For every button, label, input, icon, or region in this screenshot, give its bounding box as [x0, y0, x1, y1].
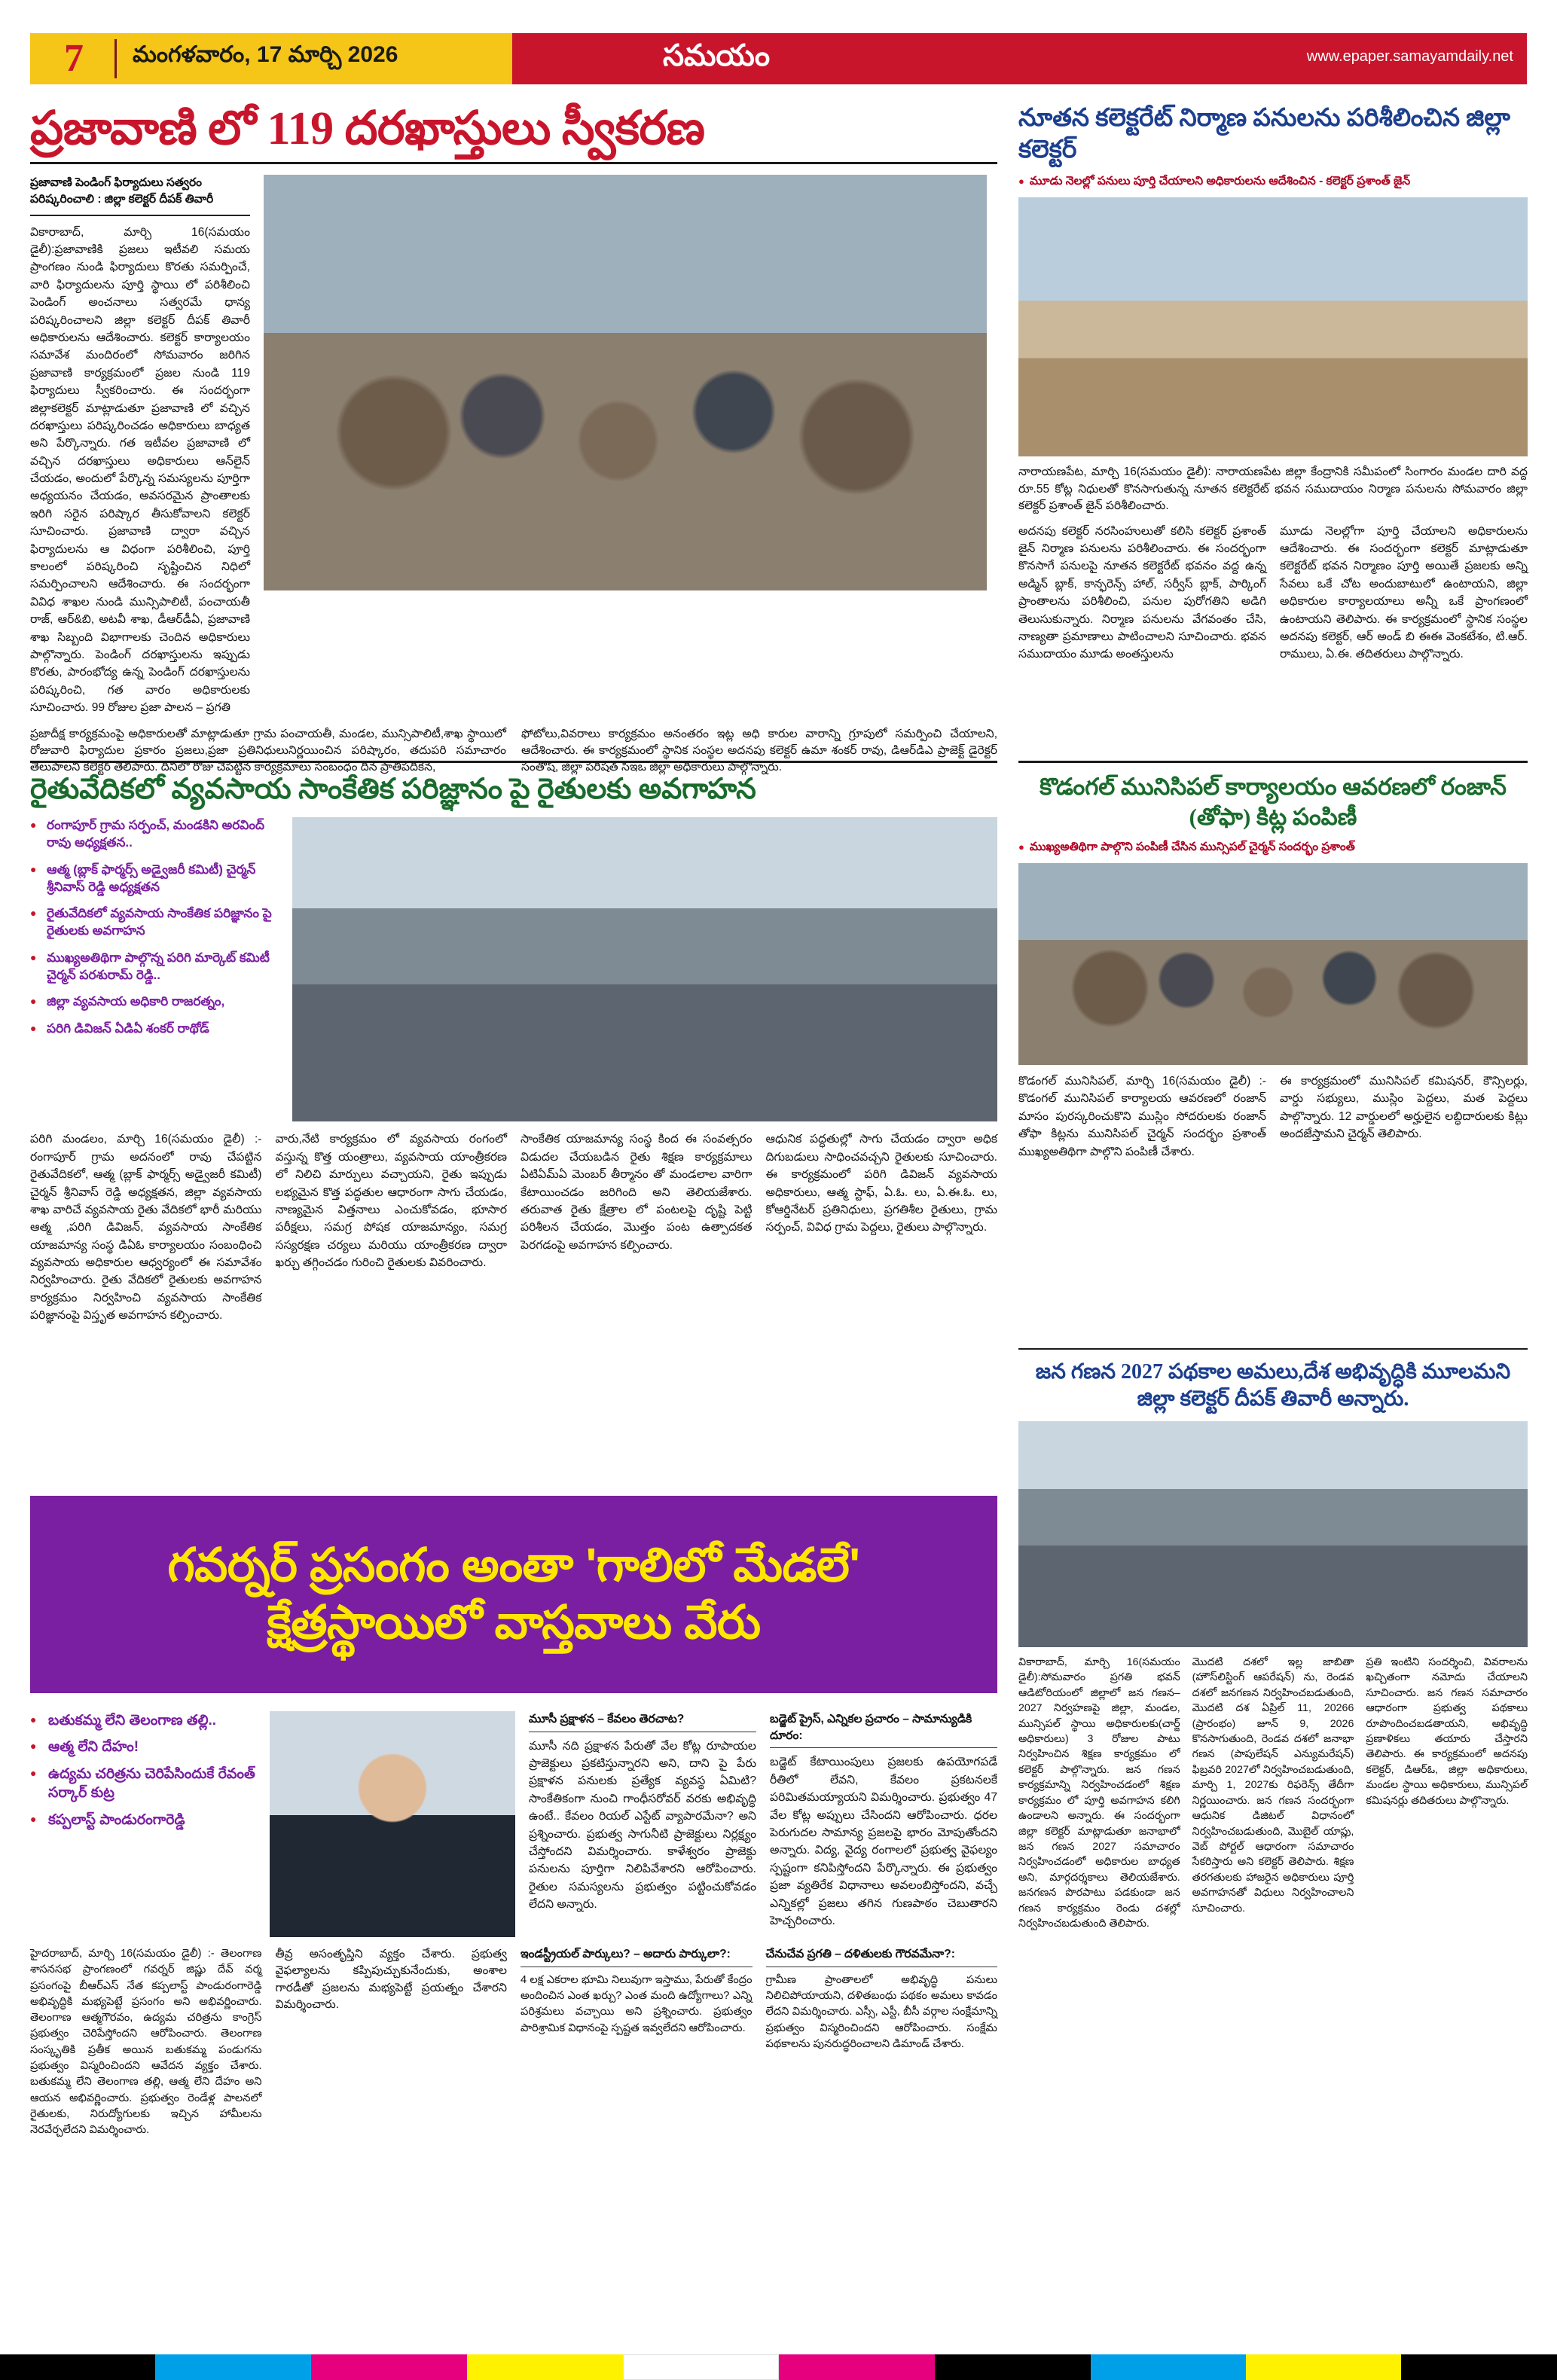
- cmyk-swatch: [779, 2354, 935, 2380]
- article-governor-col4: బడ్జెట్ కేటాయింపులు ప్రజలకు ఉపయోగపడే రీతిలో లేవని, కేవలం ప్రకటనలకే పరిమితమయ్యాయని విమర్శించారు. ప్రభుత్వం 47 వేల కోట్ల అప్పులు చేసిందని ఆరోపించారు. ధరల పెరుగుదల సామాన్య ప్రజలపై భారం మోపుతోందని అన్నారు. విద్య, వైద్య రంగాలలో ప్రభుత్వ వైఫల్యం స్పష్టంగా కనిపిస్తోందని పేర్కొన్నారు. ఈ ప్రభుత్వం ప్రజా వ్యతిరేక విధానాలు అవలంబిస్తోందని, వచ్చే ఎన్నికల్లో ప్రజలు తగిన గుణపాఠం చెబుతారని హెచ్చరించారు.: [770, 1756, 997, 1927]
- banner-line-2: క్షేత్రస్థాయిలో వాస్తవాలు వేరు: [267, 1597, 761, 1649]
- article-farmers-bullet-list: [30, 817, 279, 1121]
- banner-line-1: గవర్నర్ ప్రసంగం అంతా 'గాలిలో మేడలే': [167, 1539, 860, 1592]
- list-item: ● రైతువేదికలో వ్యవసాయ సాంకేతిక పరిజ్ఞానం పై రైతులకు అవగాహన: [30, 905, 279, 940]
- article-prajavani-headline: ప్రజావాణి లో 119 దరఖాస్తులు స్వీకరణ: [30, 103, 705, 154]
- article-prajavani: [30, 102, 997, 777]
- article-governor-bullet-list: [30, 1711, 256, 1937]
- masthead-date: మంగళవారం, 17 మార్చి 2026: [133, 42, 398, 67]
- article-prajavani-subhead: ప్రజావాణి పెండింగ్ ఫిర్యాదులు సత్వరం పరిష్కరించాలి : జిల్లా కలెక్టర్ దీపక్ తివారీ: [30, 175, 250, 216]
- article-farmers-col2: వారు,నేటి కార్యక్రమం లో వ్యవసాయ రంగంలో వస్తున్న కొత్త యంత్రాలు, వ్యవసాయ యాంత్రీకరణ లో నిలిచి మార్పులు వచ్చాయని, రైతు ఇప్పుడు లభ్యమైన కొత్త పద్ధతుల ఆధారంగా సాగు చేయడం, నాణ్యమైన విత్తనాలు ఎంచుకోవడం, భూసార పరీక్షలు, సమగ్ర పోషక యాజమాన్యం, సమగ్ర సస్యరక్షణ చర్యలు మరియు యాంత్రీకరణ ద్వారా ఖర్చు తగ్గించడం గురించి రైతులకు వివరించారు.: [275, 1133, 507, 1270]
- article-governor-col2: మూసీ నది ప్రక్షాళన పేరుతో వేల కోట్ల రూపాయల ప్రాజెక్టులు ప్రకటిస్తున్నారని అని, దాని పై పేరు ప్రక్షాళన పనులకు ప్రత్యేక వ్యవస్థ ఏమిటి? సాంకేతికంగా నుంచి గాంధీసరోవర్ వరకు అభివృద్ధి ఉంటే.. కేవలం రియల్ ఎస్టేట్ వ్యాపారమేనా? అని ప్రశ్నించారు. ప్రభుత్వ సాగునీటి ప్రాజెక్టులు నిర్లక్ష్యం చేస్తోందని విమర్శించారు. కాళేశ్వరం ప్రాజెక్టు పనులను పూర్తిగా నిలిపివేశారని ఆరోపించారు. రైతుల సమస్యలను ప్రభుత్వం పట్టించుకోవడం లేదని అన్నారు.: [529, 1739, 756, 1912]
- masthead: [0, 0, 1557, 96]
- cmyk-swatch: [311, 2354, 467, 2380]
- article-farmers-col4: ఆధునిక పద్ధతుల్లో సాగు చేయడం ద్వారా అధిక దిగుబడులు సాధించవచ్చని రైతులకు సూచించారు. ఈ కార్యక్రమంలో పరిగి డివిజన్ వ్యవసాయ అధికారులు, ఆత్మ స్టాఫ్, ఏ.ఓ. లు, ఏ.ఈ.ఓ. లు, కోఆర్డినేటర్ ప్రతినిధులు, ప్రగతిశీల రైతులు, గ్రామ సర్పంచ్, వివిధ గ్రామ పెద్దలు, రైతులు పాల్గొన్నారు.: [765, 1133, 997, 1234]
- masthead-paper-title: సమయం: [663, 39, 771, 72]
- article-prajavani-caption-left: ప్రజాదీక్ష కార్యక్రమంపై అధికారులతో మాట్లాడుతూ గ్రామ పంచాయతీ, మండల, మున్సిపాలిటీ,శాఖ స్థాయిలో రోజువారి ఫిర్యాదుల ప్రకారం ప్రజలు,ప్రజా ప్రతినిధులునిర్ణయించిన పరిష్కారం, తదుపరి సమాచారం తెలుపాలని కలెక్టర్ తెలిపారు. దీనిలో రోజు చేపట్టిన కార్యక్రమాలు సంబంధం దిన ప్రాతిపదికన,: [30, 727, 506, 774]
- list-item: ● ఆత్మ (బ్లాక్ ఫార్మర్స్ అడ్వైజరీ కమిటీ) చైర్మన్ శ్రీనివాస్ రెడ్డి అధ్యక్షతన: [30, 862, 279, 896]
- article-collectorate-caption: నారాయణపేట, మార్చి 16(సమయం డైలీ): నారాయణపేట జిల్లా కేంద్రానికి సమీపంలో సింగారం మండల దారి వద్ద రూ.55 కోట్ల నిధులతో కొనసాగుతున్న నూతన కలెక్టరేట్ భవన సముదాయం నిర్మాణ పనులను సోమవారం జిల్లా కలెక్టర్ ప్రశాంత్ జైన్ పరిశీలించారు.: [1018, 465, 1528, 513]
- article-collectorate: [1018, 102, 1528, 664]
- page-number: 7: [64, 37, 84, 80]
- list-item: ● ముఖ్యఅతిథిగా పాల్గొన్న పరిగి మార్కెట్ కమిటీ చైర్మన్ పరశురామ్ రెడ్డి..: [30, 950, 279, 984]
- article-governor: [30, 1711, 997, 2139]
- article-governor-col3-sub: ఇండస్ట్రీయల్ పార్కులు? – అదారు పార్కులా?:: [521, 1946, 753, 1967]
- list-item: ● రంగాపూర్ గ్రామ సర్పంచ్, మండకిని అరవింద్ రావు అధ్యక్షతన..: [30, 817, 279, 852]
- cmyk-swatch: [1091, 2354, 1246, 2380]
- article-farmers-col1: పరిగి మండలం, మార్చి 16(సమయం డైలీ) :- రంగాపూర్ గ్రామ అదనంలో రావు చేపట్టిన రైతువేదికలో, ఆత్మ (బ్లాక్ ఫార్మర్స్ అడ్వైజరీ కమిటీ) చైర్మన్ శ్రీనివాస్ రెడ్డి అధ్యక్షతన, జిల్లా వ్యవసాయ శాఖ వారిచే వ్యవసాయ రైతు వేదికలో భారీ మరియు ఆత్మ ,పరిగి డివిజన్, వ్యవసాయ సాంకేతిక యాజమాన్య సంస్థ డిఏఓ కార్యాలయం సంబంధించి వ్యవసాయ అధికారుల ఆధ్వర్యంలో ఈ సమావేశం నిర్వహించారు. రైతు వేదికలో రైతులకు అవగాహన కార్యక్రమం నిర్వహించి వ్యవసాయ సాంకేతిక పరిజ్ఞానంపై విస్తృత అవగాహన కల్పించారు.: [30, 1133, 262, 1323]
- article-census-col1: వికారాబాద్, మార్చి 16(సమయం డైలీ):సోమవారం ప్రగతి భవన్ ఆడిటోరియంలో జిల్లాలో జన గణన–2027 నిర్వహణపై జిల్లా, మండల, మున్సిపల్ స్థాయి అధికారులకు(చార్జ్ అధికారులు) 3 రోజుల పాటు నిర్వహించిన శిక్షణ కార్యక్రమం లో కలెక్టర్ పాల్గొన్నారు. జన గణన కార్యక్రమాన్ని నిర్వహించడంలో శిక్షణ కార్యక్రమం లో పూర్తి అవగాహన కలిగి ఉండాలని అన్నారు. ఈ సందర్భంగా జిల్లా కలెక్టర్ మాట్లాడుతూ జనాభాలో జన గణన 2027 సమాచారం నిర్వహించడంలో అధికారుల బాధ్యత అని, మార్గదర్శకాలు తెలియజేశారు. జనగణన పొరపాటు పడకుండా జన గణన కార్యక్రమం రెండు దశల్లో నిర్వహించబడుతుంది తెలిపారు.: [1018, 1655, 1180, 1930]
- list-item: ● జిల్లా వ్యవసాయ అధికారి రాజరత్నం,: [30, 993, 279, 1011]
- article-collectorate-headline: నూతన కలెక్టరేట్ నిర్మాణ పనులను పరిశీలించిన జిల్లా కలెక్టర్: [1018, 105, 1510, 164]
- article-census: [1018, 1348, 1528, 1932]
- governor-banner: [30, 1496, 997, 1693]
- article-census-col3: ప్రతి ఇంటిని సందర్శించి, వివరాలను ఖచ్చితంగా నమోదు చేయాలని సూచించారు. జన గణన సమాచారం ఆధారంగా ప్రభుత్వ పథకాలు రూపొందించబడతాయని, అభివృద్ధి ప్రణాళికలు తయారు చేస్తారని తెలిపారు. ఈ కార్యక్రమంలో అదనపు కలెక్టర్, డిఆర్‌ఓ, జిల్లా అధికారులు, మండల స్థాయి అధికారులు, మున్సిపల్ కమిషనర్లు తదితరులు పాల్గొన్నారు.: [1366, 1655, 1528, 1807]
- list-item: ● ఆత్మ లేని దేహం!: [30, 1738, 256, 1756]
- list-item: ● పరిగి డివిజన్ ఏడిఏ శంకర్ రాథోడ్: [30, 1021, 279, 1038]
- list-item: ● బతుకమ్మ లేని తెలంగాణ తల్లి..: [30, 1711, 256, 1730]
- cmyk-swatch: [467, 2354, 623, 2380]
- cmyk-swatch: [0, 2354, 155, 2380]
- photo-farmers-training: [292, 817, 997, 1121]
- cmyk-swatch: [1246, 2354, 1401, 2380]
- cmyk-swatch: [1401, 2354, 1557, 2380]
- article-ramzan-col1: కొడంగల్ మునిసిపల్, మార్చి 16(సమయం డైలీ) :- కొడంగల్ మునిసిపల్ కార్యాలయ ఆవరణలో రంజాన్ మాసం పురస్కరించుకొని ముస్లిం సోదరులకు రంజాన్ తోఫా కిట్లను మునిసిపల్ చైర్మన్ సందర్భం ప్రశాంత్ ముఖ్యఅతిథిగా పాల్గొని పంపిణీ చేశారు.: [1018, 1075, 1266, 1158]
- article-ramzan-bullet: ● ముఖ్యఅతిథిగా పాల్గొని పంపిణీ చేసిన మున్సిపల్ చైర్మన్ సందర్భం ప్రశాంత్: [1018, 839, 1528, 856]
- article-prajavani-caption-right: ఫోటోలు,వివరాలు కార్యక్రమం అనంతరం ఇట్ల అధి కారుల వారాన్ని గ్రూపులో సమర్పించి చేయాలని, ఆదేశించారు. ఈ కార్యక్రమంలో స్థానిక సంస్థల అదనపు కలెక్టర్ ఉమా శంకర్ రావు, డిఆర్‌డిఎ ప్రాజెక్ట్ డైరెక్టర్ సంతోష్, జిల్లా పరిషత్ సిఇఒ జిల్లా అధికారులు పాల్గొన్నారు.: [521, 727, 997, 774]
- article-governor-col3: 4 లక్ష ఎకరాల భూమి నిలువుగా ఇస్తాము, పేరుతో కేంద్రం అందించిన ఎంత ఖర్చు? ఎంత మంది ఉద్యోగాలు? ఎన్ని పరిశ్రమలు వచ్చాయి అని ప్రశ్నించారు. ప్రభుత్వం పారిశ్రామిక విధానంపై స్పష్టత ఇవ్వలేదని ఆరోపించారు.: [521, 1973, 753, 2034]
- masthead-divider: [114, 39, 117, 78]
- cmyk-swatch: [623, 2354, 779, 2380]
- photo-ramzan-kit-distribution: [1018, 863, 1528, 1065]
- photo-prajavani-meeting: [264, 175, 987, 590]
- article-collectorate-col1: అదనపు కలెక్టర్ నరసింహులుతో కలిసి కలెక్టర్ ప్రశాంత్ జైన్ నిర్మాణ పనులను పరిశీలించారు. ఈ సందర్భంగా కొనసాగే పనులపై నూతన కలెక్టరేట్ భవనం వద్ద ఉన్న అడ్మిన్ బ్లాక్, కాన్ఫరెన్స్ హాల్, సర్వీస్ బ్లాక్, పార్కింగ్ ప్రాంతాలను పరిశీలించి, పనుల పురోగతిని అడిగి తెలుసుకున్నారు. నిర్మాణ పనులను వేగవంతం చేసి, నాణ్యతా ప్రమాణాలు పాటించాలని సూచించారు. భవన సముదాయం మూడు అంతస్తులను: [1018, 524, 1266, 661]
- article-farmers-col3: సాంకేతిక యాజమాన్య సంస్థ కింద ఈ సంవత్సరం విడుదల చేయబడిన రైతు శిక్షణ కార్యక్రమాలు ఏటిఏమ్ఏ మెంబర్ తీర్మానం తో మండలాల వారిగా కేటాయించడం జరిగింది అని తెలియజేశారు. తరువాత రైతు క్షేత్రాల లో పంటలపై దృష్టి పెట్టి పరిశీలన చేయడం, మొత్తం పంట ఉత్పాదకత పెరగడంపై అవగాహన కల్పించారు.: [521, 1133, 753, 1252]
- article-collectorate-col2: మూడు నెలల్లోగా పూర్తి చేయాలని అధికారులను ఆదేశించారు. ఈ సందర్భంగా కలెక్టర్ మాట్లాడుతూ కలెక్టరేట్ భవన నిర్మాణం పూర్తి అయితే ప్రజలకు అన్ని సేవలు ఒకే చోట అందుబాటులో ఉంటాయని, జిల్లా అధికారుల కార్యాలయాలు అన్నీ ఒకే ప్రాంగణంలో ఉంటాయని తెలిపారు. ఈ కార్యక్రమంలో స్థానిక సంస్థల అదనపు కలెక్టర్, ఆర్ అండ్ బి ఈఈ వెంకటేశం, టి.ఆర్. రాములు, ఏ.ఈ. తదితరులు పాల్గొన్నారు.: [1280, 524, 1528, 661]
- photo-census-training: [1018, 1421, 1528, 1647]
- article-prajavani-body: వికారాబాద్, మార్చి 16(సమయం డైలీ):ప్రజావాణికి ప్రజలు ఇటీవలి సమయ ప్రాంగణం నుండి ఫిర్యాదులు కొరతు సమర్పించే, వారి ఫిర్యాదులను పూర్తి స్థాయి లో పరిశీలించి పెండింగ్ అంచనాలు సత్వరమే ధాన్య పరిష్కరించాలని జిల్లా కలెక్టర్ దీపక్ తివారీ అధికారులను ఆదేశించారు. కలెక్టర్ కార్యాలయం సమావేశ మందిరంలో సోమవారం జరిగిన ప్రజావాణి కార్యక్రమంలో ప్రజల నుండి 119 ఫిర్యాదులు స్వీకరించారు. ఈ సందర్భంగా జిల్లాకలెక్టర్ మాట్లాడుతూ ప్రజావాణి లో వచ్చిన దరఖాస్తులు పరిష్కరించడం అధికారులు బాధ్యత అని పేర్కొన్నారు. గత ఇటీవల ప్రజావాణి లో వచ్చిన దరఖాస్తులు అధికారులు ఆన్‌లైన్ చేయడం, అందులో పేర్కొన్న సమస్యలను పూర్తిగా అధ్యయనం చేయడం, అవసరమైన ప్రాంతాలకు ఇరిగి సరైన పరిష్కార తీసుకోవాలని కలెక్టర్ సూచించారు. ప్రజావాణి ద్వారా వచ్చిన ఫిర్యాదులను ఆ విధంగా పరిశీలించి, పూర్తి కాలంలో పరిష్కరించి సృష్టించిన నిధిలో సమర్పించాలని ఆదేశించారు. ఈ సందర్భంగా వివిధ శాఖల నుండి మున్సిపాలిటీ, పంచాయతీ రాజ్, ఆర్&బి, అటవీ శాఖ, డీఆర్‌డీఏ, ప్రజావాణి శాఖ సిబ్బంది విభాగాలకు చెందిన అధికారులు పాల్గొన్నారు. పెండింగ్ దరఖాస్తులను ఇప్పుడు కొరతు, పారంభోద్య ఉన్న పెండింగ్ దరఖాస్తులను పరిష్కరించి, గత వారం అధికారులకు సూచించారు. 99 రోజుల ప్రజా పాలన – ప్రగతి: [30, 225, 250, 715]
- article-ramzan-col2: ఈ కార్యక్రమంలో మునిసిపల్ కమిషనర్, కౌన్సిలర్లు, వార్డు సభ్యులు, ముస్లిం పెద్దలు, మత పెద్దలు పాల్గొన్నారు. 12 వార్డులలో అర్హులైన లబ్ధిదారులకు కిట్లు అందజేస్తామని చైర్మన్ తెలిపారు.: [1280, 1075, 1528, 1141]
- article-census-headline: జన గణన 2027 పథకాల అమలు,దేశ అభివృద్ధికి మూలమని జిల్లా కలెక్టర్ దీపక్ తివారీ అన్నారు.: [1035, 1360, 1511, 1411]
- article-ramzan-kits: [1018, 761, 1528, 1161]
- article-governor-col4-sub: బడ్జెట్ ప్రైస్, ఎన్నికల ప్రచారం – సామాన్యుడికి దూరం:: [770, 1711, 997, 1748]
- cmyk-registration-strip: [0, 2354, 1557, 2380]
- article-farmers-headline: రైతువేదికలో వ్యవసాయ సాంకేతిక పరిజ్ఞానం పై రైతులకు అవగాహన: [30, 774, 756, 805]
- list-item: ● కప్పలాస్ట్ పాండురంగారెడ్డి: [30, 1811, 256, 1829]
- article-collectorate-bullet: ● మూడు నెలల్లో పనులు పూర్తి చేయాలని అధికారులను ఆదేశించిన - కలెక్టర్ ప్రశాంత్ జైన్: [1018, 173, 1528, 190]
- article-governor-col2-sub: మూసీ ప్రక్షాళన – కేవలం తెరచాట?: [529, 1711, 756, 1732]
- article-governor-col5-sub: చేనుచేవ ప్రగతి – దళితులకు గౌరవమేనా?:: [766, 1946, 998, 1967]
- article-census-col2: మొదటి దశలో ఇల్ల జాబితా (హౌస్‌లిస్టింగ్ ఆపరేషన్) ను, రెండవ దశలో జనగణన నిర్వహించబడుతుంది, మొదటి దశ ఏప్రిల్ 11, 20266 (ప్రారంభం) జూన్ 9, 2026 కొనసాగుతుంది, రెండవ దశలో జనాభా గణన (పాపులేషన్ ఎన్యుమరేషన్) ఫిబ్రవరి 2027లో నిర్వహించబడుతుంది, మార్చి 1, 2027కు రిఫరెన్స్ తేదీగా నిర్ణయించారు. జన గణన సందర్భంగా ఆధునిక డిజిటల్ విధానంలో నిర్వహించబడుతుంది, మొబైల్ యాప్లు, వెబ్ పోర్టల్ ఆధారంగా సమాచారం సేకరిస్తారు అని కలెక్టర్ తెలిపారు. శిక్షణ తరగతులకు హాజరైన అధికారులు పూర్తి అవగాహనతో విధులు నిర్వహించాలని సూచించారు.: [1192, 1655, 1354, 1915]
- list-item: ● ఉద్యమ చరిత్రను చెరిపేసిందుకే రేవంత్ సర్కార్ కుట్ర: [30, 1765, 256, 1803]
- article-ramzan-headline: కొడంగల్ మునిసిపల్ కార్యాలయం ఆవరణలో రంజాన్ (తోఫా) కిట్ల పంపిణీ: [1040, 774, 1507, 830]
- article-governor-caption: తీవ్ర అసంతృప్తిని వ్యక్తం చేశారు. ప్రభుత్వ వైఫల్యాలను కప్పిపుచ్చుకునేందుకు, అంశాల గారడీతో ప్రజలను మభ్యపెట్టే ప్రయత్నం చేశారని విమర్శించారు.: [275, 1948, 507, 2012]
- photo-governor-portrait: [270, 1711, 515, 1937]
- cmyk-swatch: [935, 2354, 1091, 2380]
- article-governor-col1: హైదరాబాద్, మార్చి 16(సమయం డైలీ) :- తెలంగాణ శాసనసభ ప్రాంగణంలో గవర్నర్ జిష్ణు దేవ్ వర్మ ప్రసంగంపై బీఆర్‌ఎస్ నేత కప్పలాస్ట్ పాండురంగారెడ్డి అభివృద్ధికి మభ్యపెట్టే ప్రసంగం అని అభివర్ణించారు. తెలంగాణ ఆత్మగౌరవం, ఉద్యమ చరిత్రను కాంగ్రెస్ ప్రభుత్వం చెరిపేస్తోందని ఆరోపించారు. తెలంగాణ సంస్కృతికి ప్రతీక అయిన బతుకమ్మ పండుగను ప్రభుత్వం విస్మరించిందని ఆవేదన వ్యక్తం చేశారు. బతుకమ్మ లేని తెలంగాణ తల్లి, ఆత్మ లేని దేహం అని ఆయన అభివర్ణించారు. ప్రభుత్వం రెండేళ్ల పాలనలో రైతులకు, నిరుద్యోగులకు ఇచ్చిన హామీలను నెరవేర్చలేదని విమర్శించారు.: [30, 1948, 262, 2137]
- cmyk-swatch: [155, 2354, 311, 2380]
- headline-rule: [30, 162, 997, 164]
- photo-collectorate-site-visit: [1018, 197, 1528, 456]
- masthead-website-url[interactable]: www.epaper.samayamdaily.net: [1306, 48, 1513, 65]
- article-governor-col5: గ్రామీణ ప్రాంతాలలో అభివృద్ధి పనులు నిలిచిపోయాయని, దళితబంధు పథకం అమలు కావడం లేదని విమర్శించారు. ఎస్సీ, ఎస్టీ, బీసీ వర్గాల సంక్షేమాన్ని ప్రభుత్వం విస్మరించిందని ఆరోపించారు. సంక్షేమ పథకాలను పునరుద్ధరించాలని డిమాండ్ చేశారు.: [765, 1973, 997, 2050]
- article-farmers: [30, 761, 997, 1325]
